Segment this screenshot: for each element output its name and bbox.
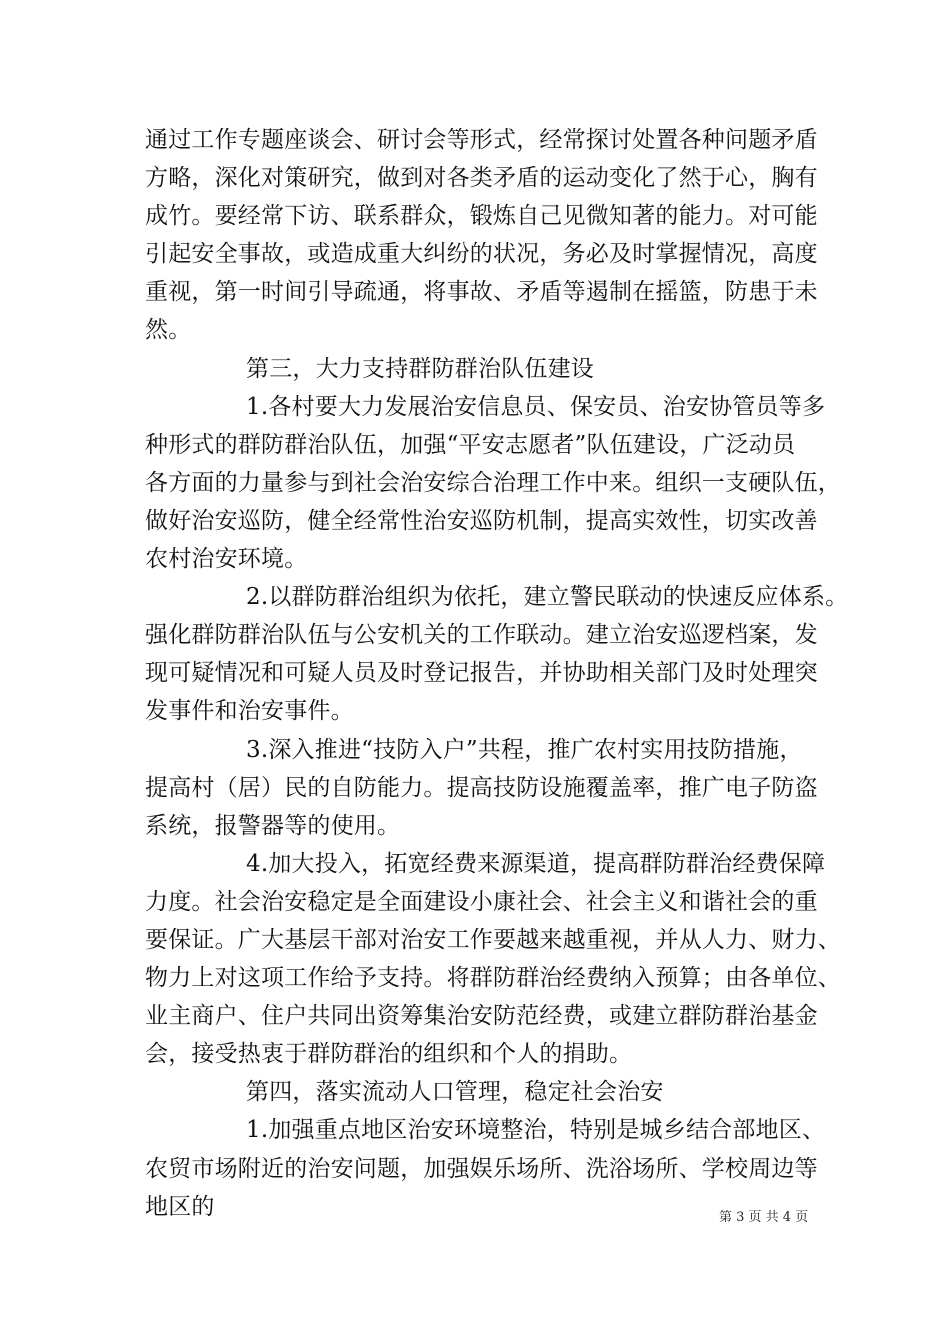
body-line: 系统，报警器等的使用。 bbox=[145, 812, 401, 839]
body-line: 引起安全事故，或造成重大纠纷的状况，务必及时掌握情况，高度 bbox=[145, 241, 818, 268]
body-line: 会，接受热衷于群防群治的组织和个人的捐助。 bbox=[145, 1041, 633, 1068]
body-line: 农村治安环境。 bbox=[145, 546, 308, 573]
body-line: 各方面的力量参与到社会治安综合治理工作中来。组织一支硬队伍， bbox=[145, 469, 841, 496]
body-line: 方略，深化对策研究，做到对各类矛盾的运动变化了然于心，胸有 bbox=[145, 165, 818, 192]
body-line: 成竹。要经常下访、联系群众，锻炼自己见微知著的能力。对可能 bbox=[145, 203, 818, 230]
body-line: 地区的 bbox=[145, 1193, 215, 1220]
section-heading: 第四，落实流动人口管理，稳定社会治安 bbox=[246, 1079, 664, 1106]
body-line: 4.加大投入，拓宽经费来源渠道，提高群防群治经费保障 bbox=[246, 850, 826, 877]
body-line: 发事件和治安事件。 bbox=[145, 698, 354, 725]
body-line: 提高村（居）民的自防能力。提高技防设施覆盖率，推广电子防盗 bbox=[145, 774, 818, 801]
body-line: 要保证。广大基层干部对治安工作要越来越重视，并从人力、财力、 bbox=[145, 926, 841, 953]
body-line: 做好治安巡防，健全经常性治安巡防机制，提高实效性，切实改善 bbox=[145, 507, 818, 534]
body-line: 然。 bbox=[145, 317, 192, 344]
body-line: 通过工作专题座谈会、研讨会等形式，经常探讨处置各种问题矛盾 bbox=[145, 127, 818, 153]
body-line: 力度。社会治安稳定是全面建设小康社会、社会主义和谐社会的重 bbox=[145, 888, 818, 915]
body-line: 重视，第一时间引导疏通，将事故、矛盾等遏制在摇篮，防患于未 bbox=[145, 279, 818, 306]
body-line: 种形式的群防群治队伍，加强“平安志愿者”队伍建设，广泛动员 bbox=[145, 431, 796, 458]
body-line: 农贸市场附近的治安问题，加强娱乐场所、洗浴场所、学校周边等 bbox=[145, 1155, 818, 1182]
body-line: 现可疑情况和可疑人员及时登记报告，并协助相关部门及时处理突 bbox=[145, 660, 818, 687]
body-line: 1.加强重点地区治安环境整治，特别是城乡结合部地区、 bbox=[246, 1117, 826, 1144]
body-line: 1.各村要大力发展治安信息员、保安员、治安协管员等多 bbox=[246, 393, 826, 420]
body-line: 物力上对这项工作给予支持。将群防群治经费纳入预算；由各单位、 bbox=[145, 965, 841, 992]
body-line: 业主商户、住户共同出资筹集治安防范经费，或建立群防群治基金 bbox=[145, 1003, 818, 1030]
body-line: 3.深入推进“技防入户”共程，推广农村实用技防措施， bbox=[246, 736, 803, 763]
body-line: 强化群防群治队伍与公安机关的工作联动。建立治安巡逻档案，发 bbox=[145, 622, 818, 649]
document-body bbox=[145, 121, 849, 1226]
body-line: 2.以群防群治组织为依托，建立警民联动的快速反应体系。 bbox=[246, 584, 849, 611]
section-heading: 第三，大力支持群防群治队伍建设 bbox=[246, 355, 594, 382]
page-number-footer: 第 3 页 共 4 页 bbox=[719, 1210, 809, 1225]
